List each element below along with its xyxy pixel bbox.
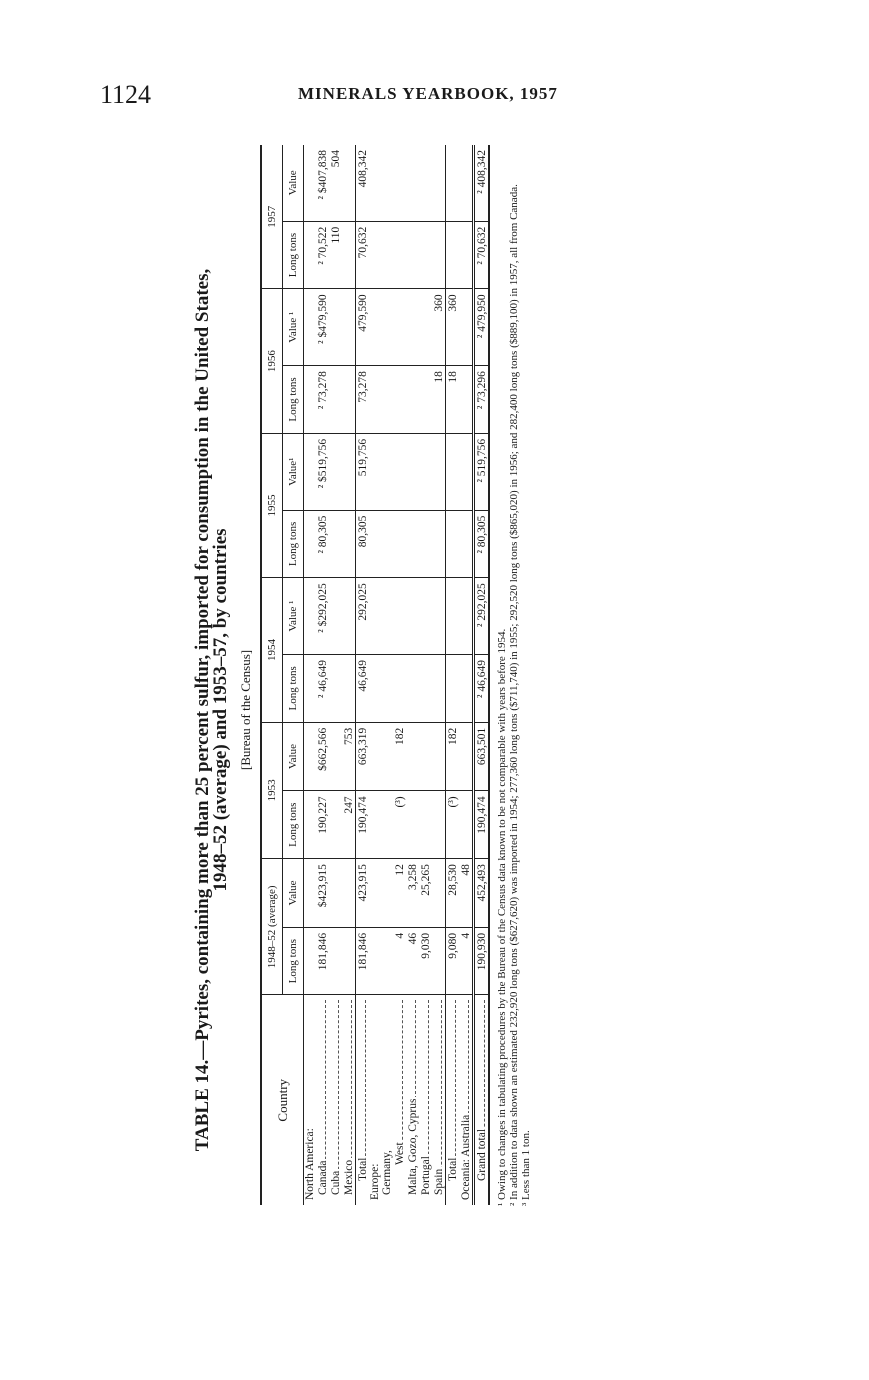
cell: [329, 366, 342, 434]
cell: [446, 145, 460, 221]
cell: 182: [446, 722, 460, 791]
cell: [393, 510, 406, 578]
total-label: Total: [447, 1157, 459, 1181]
cell: ² 73,296: [474, 366, 490, 434]
cell: 46,649: [356, 655, 370, 723]
cell: [329, 927, 342, 995]
cell: [432, 510, 446, 578]
cell: 9,030: [419, 927, 432, 995]
cell: [329, 791, 342, 859]
cell: [419, 722, 432, 791]
country-label: Spain: [433, 1168, 445, 1195]
cell: [419, 510, 432, 578]
cell: $423,915: [316, 859, 329, 928]
cell: ² 46,649: [474, 655, 490, 723]
table-title: [194, 130, 230, 1290]
cell: ² 292,025: [474, 578, 490, 655]
cell: [446, 510, 460, 578]
cell: 3,258: [406, 859, 419, 928]
cell: [406, 366, 419, 434]
cell: [432, 722, 446, 791]
cell: 48: [459, 859, 474, 928]
period-header: 1955: [261, 433, 283, 577]
cell: 70,632: [356, 221, 370, 289]
cell: [342, 578, 356, 655]
cell: [406, 510, 419, 578]
cell: 18: [432, 366, 446, 434]
cell: 190,930: [474, 927, 490, 995]
cell: [459, 145, 474, 221]
cell: 4: [393, 927, 406, 995]
cell: ² 46,649: [316, 655, 329, 723]
value-header: Value¹: [283, 433, 304, 510]
cell: 110: [329, 221, 342, 289]
cell: [459, 722, 474, 791]
table-row: [432, 145, 446, 1205]
cell: 247: [342, 791, 356, 859]
cell: 73,278: [356, 366, 370, 434]
cell: [406, 145, 419, 221]
cell: (³): [446, 791, 460, 859]
period-header: 1954: [261, 578, 283, 722]
footnotes: [496, 150, 532, 1220]
value-header: Value: [283, 722, 304, 791]
table-row: [342, 145, 356, 1205]
country-label: Germany,: [381, 1150, 393, 1195]
long-tons-header: Long tons: [283, 221, 304, 289]
page-number: 1124: [100, 80, 152, 109]
rotated-table-area: [180, 130, 680, 1290]
cell: 80,305: [356, 510, 370, 578]
value-header: Value ¹: [283, 289, 304, 366]
cell: ² 70,522: [316, 221, 329, 289]
country-label: Mexico: [343, 1159, 355, 1195]
country-label: Malta, Gozo, Cyprus: [407, 1098, 419, 1195]
period-header: 1956: [261, 289, 283, 433]
table-rotated-block: [180, 130, 680, 1290]
cell: [342, 859, 356, 928]
period-header: 1948–52 (average): [261, 859, 283, 995]
period-header: 1953: [261, 722, 283, 858]
table-row: [381, 145, 393, 1205]
region-label: Europe:: [369, 1163, 381, 1200]
cell: 663,319: [356, 722, 370, 791]
table-row: [393, 145, 406, 1205]
cell: 519,756: [356, 433, 370, 510]
long-tons-header: Long tons: [283, 927, 304, 995]
cell: [342, 145, 356, 221]
cell: [446, 578, 460, 655]
cell: [419, 221, 432, 289]
cell: 452,493: [474, 859, 490, 928]
cell: [432, 791, 446, 859]
pyrites-imports-table: [260, 145, 490, 1205]
long-tons-header: Long tons: [283, 366, 304, 434]
cell: ² 70,632: [474, 221, 490, 289]
cell: 181,846: [316, 927, 329, 995]
cell: [342, 655, 356, 723]
cell: 28,530: [446, 859, 460, 928]
cell: [406, 791, 419, 859]
cell: 479,590: [356, 289, 370, 366]
table-row: [459, 145, 474, 1205]
cell: [342, 510, 356, 578]
cell: [329, 433, 342, 510]
cell: [329, 722, 342, 791]
cell: [393, 366, 406, 434]
cell: [446, 655, 460, 723]
cell: [419, 578, 432, 655]
cell: [432, 927, 446, 995]
cell: ² 479,950: [474, 289, 490, 366]
cell: ² 73,278: [316, 366, 329, 434]
cell: [329, 859, 342, 928]
cell: ² $519,756: [316, 433, 329, 510]
cell: [393, 433, 406, 510]
cell: (³): [393, 791, 406, 859]
cell: ² $407,838: [316, 145, 329, 221]
cell: 4: [459, 927, 474, 995]
cell: [419, 433, 432, 510]
region-label: North America:: [304, 1128, 316, 1200]
cell: [459, 433, 474, 510]
table-row: [406, 145, 419, 1205]
table-source: [Bureau of the Census]: [238, 649, 253, 771]
table-row-total: [446, 145, 460, 1205]
country-column-header: Country: [261, 995, 304, 1205]
cell: 360: [432, 289, 446, 366]
cell: 9,080: [446, 927, 460, 995]
cell: [393, 289, 406, 366]
cell: 190,474: [356, 791, 370, 859]
country-label-cont: West: [394, 1142, 406, 1165]
table-title-line2: 1948–52 (average) and 1953–57, by countries: [210, 528, 231, 892]
country-label: Canada: [317, 1160, 329, 1195]
table-row: [369, 145, 381, 1205]
cell: [446, 433, 460, 510]
cell: [419, 289, 432, 366]
footnote: ³ Less than 1 ton.: [520, 1130, 532, 1206]
cell: [459, 289, 474, 366]
footnote: ¹ Owing to changes in tabulating procedures by the Bureau of the Census data known to be not comparable with years before 1954.: [496, 628, 508, 1206]
value-header: Value: [283, 145, 304, 221]
value-header: Value ¹: [283, 578, 304, 655]
running-title: MINERALS YEARBOOK, 1957: [298, 84, 558, 103]
cell: [419, 791, 432, 859]
cell: [406, 655, 419, 723]
cell: 46: [406, 927, 419, 995]
cell: 182: [393, 722, 406, 791]
cell: 504: [329, 145, 342, 221]
cell: [432, 578, 446, 655]
cell: [342, 433, 356, 510]
cell: [406, 221, 419, 289]
cell: [406, 289, 419, 366]
cell: $662,566: [316, 722, 329, 791]
cell: [342, 366, 356, 434]
cell: [342, 927, 356, 995]
table-row-grand-total: [474, 145, 490, 1205]
cell: 190,474: [474, 791, 490, 859]
period-header: 1957: [261, 145, 283, 289]
table-row-total: [356, 145, 370, 1205]
cell: 25,265: [419, 859, 432, 928]
long-tons-header: Long tons: [283, 791, 304, 859]
cell: [432, 859, 446, 928]
cell: [432, 221, 446, 289]
table-title-line1: TABLE 14.—Pyrites, containing more than 25 percent sulfur, imported for consumption in the United States,: [192, 268, 213, 1152]
long-tons-header: Long tons: [283, 510, 304, 578]
cell: [393, 578, 406, 655]
table-row: [316, 145, 329, 1205]
cell: 360: [446, 289, 460, 366]
cell: [406, 578, 419, 655]
cell: [432, 145, 446, 221]
cell: 753: [342, 722, 356, 791]
cell: [459, 578, 474, 655]
long-tons-header: Long tons: [283, 655, 304, 723]
cell: 408,342: [356, 145, 370, 221]
cell: [393, 145, 406, 221]
cell: [393, 221, 406, 289]
cell: [432, 433, 446, 510]
cell: ² 80,305: [474, 510, 490, 578]
country-label: Cuba: [330, 1170, 342, 1195]
cell: [446, 221, 460, 289]
cell: 663,501: [474, 722, 490, 791]
cell: 18: [446, 366, 460, 434]
cell: [342, 221, 356, 289]
value-header: Value: [283, 859, 304, 928]
cell: [419, 366, 432, 434]
cell: [329, 655, 342, 723]
cell: [342, 289, 356, 366]
cell: [419, 655, 432, 723]
country-label: Portugal: [420, 1156, 432, 1195]
total-label: Total: [357, 1157, 369, 1181]
cell: [393, 655, 406, 723]
cell: ² $292,025: [316, 578, 329, 655]
cell: ² 408,342: [474, 145, 490, 221]
cell: [459, 510, 474, 578]
cell: [406, 433, 419, 510]
cell: 423,915: [356, 859, 370, 928]
cell: [432, 655, 446, 723]
cell: [406, 722, 419, 791]
cell: [459, 791, 474, 859]
table-row: [304, 145, 317, 1205]
cell: 292,025: [356, 578, 370, 655]
table-row: [329, 145, 342, 1205]
cell: [459, 221, 474, 289]
table-row: [419, 145, 432, 1205]
region-label: Oceania: Australia: [460, 1114, 472, 1200]
cell: 190,227: [316, 791, 329, 859]
cell: [329, 510, 342, 578]
cell: ² $479,590: [316, 289, 329, 366]
cell: [329, 578, 342, 655]
cell: 12: [393, 859, 406, 928]
grand-total-label: Grand total: [476, 1128, 488, 1181]
cell: [459, 366, 474, 434]
cell: [329, 289, 342, 366]
cell: ² 519,756: [474, 433, 490, 510]
cell: [459, 655, 474, 723]
cell: ² 80,305: [316, 510, 329, 578]
footnote: ² In addition to data shown an estimated 232,920 long tons ($627,620) was imported in 1954; 277,360 long tons ($711,740) in 1955; 292,520 long tons ($865,020) in 1956; and 282,400 long tons ($889,100) in 1957, all from Canada.: [508, 184, 520, 1206]
cell: [419, 145, 432, 221]
cell: 181,846: [356, 927, 370, 995]
